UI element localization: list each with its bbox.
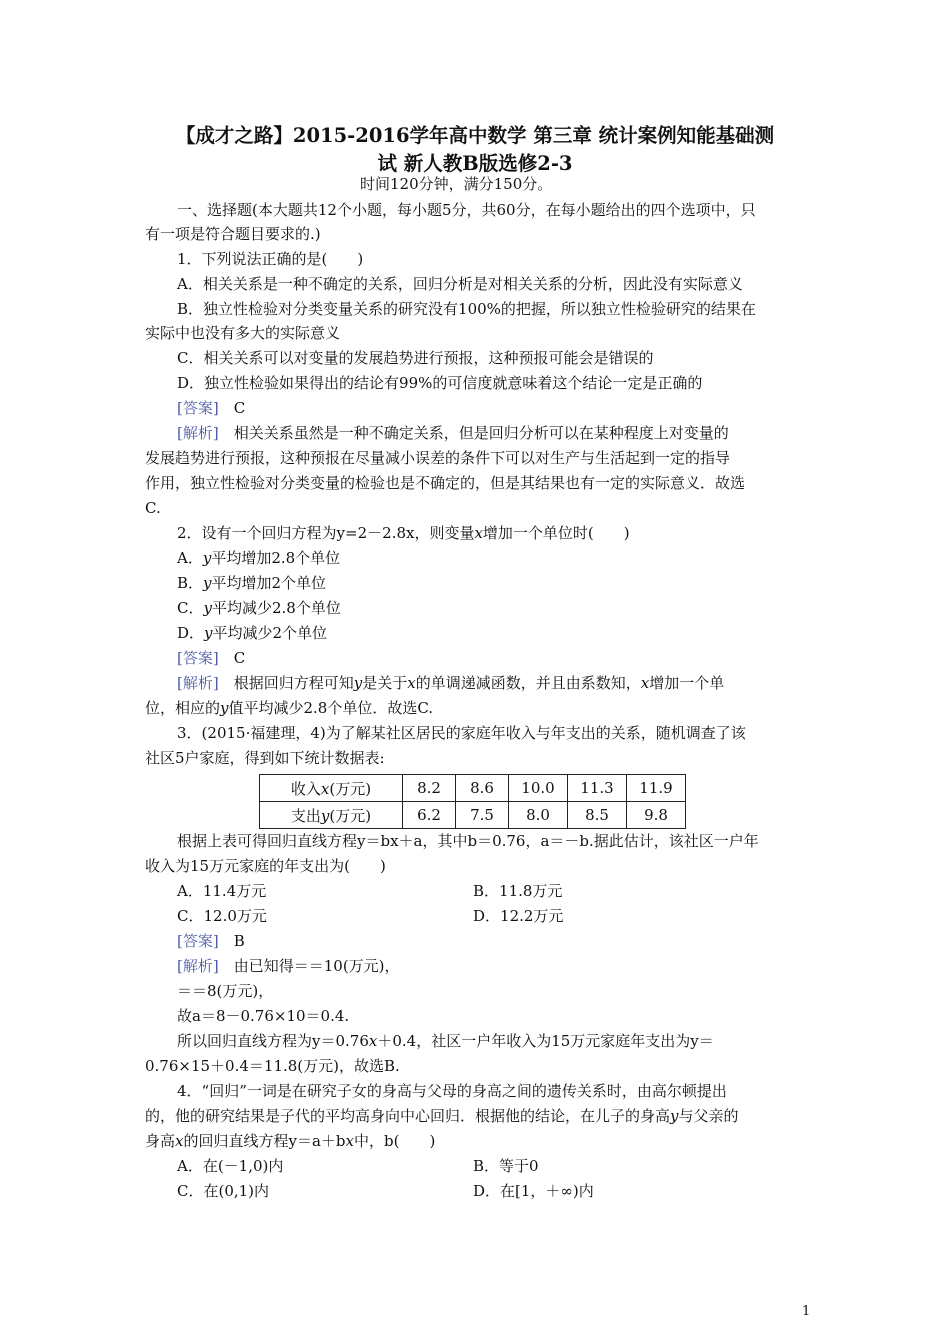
text: 位，相应的 (145, 699, 221, 717)
option-text: 平均增加2.8个单位 (211, 549, 341, 567)
text: 支出 (290, 806, 321, 825)
table-row (260, 775, 686, 802)
q2-analysis-line-1 (177, 672, 724, 694)
q4-option-d: D．在[1，＋∞)内 (473, 1182, 594, 1200)
table-cell: 10.0 (509, 775, 568, 802)
q4-stem-line-1: 4．“回归”一词是在研究子女的身高与父母的身高之间的遗传关系时，由高尔顿提出 (177, 1082, 727, 1100)
text: 值平均减少2.8个单位．故选C. (228, 699, 434, 717)
q1-answer (177, 397, 245, 419)
q1-analysis-line-2: 发展趋势进行预报，这种预报在尽量减小误差的条件下可以对生产与生活起到一定的指导 (145, 449, 731, 467)
q1-option-b-line-1: B．独立性检验对分类变量关系的研究没有100%的把握，所以独立性检验研究的结果在 (177, 300, 756, 318)
q2-answer-value: C (233, 649, 246, 667)
q3-analysis-line-3: 故a＝8－0.76×10＝0.4. (177, 1007, 350, 1025)
q4-option-a: A．在(－1,0)内 (177, 1157, 284, 1175)
text: (万元) (329, 806, 372, 825)
q1-option-d: D．独立性检验如果得出的结论有99%的可信度就意味着这个结论一定是正确的 (177, 374, 703, 392)
q3-answer-value: B (233, 932, 245, 950)
q3-analysis-line-2: ＝＝8(万元)， (177, 982, 274, 1000)
q3-text-line-1: 根据上表可得回归直线方程y＝bx＋a，其中b＝0.76，a＝－b.据此估计，该社区一户年 (177, 832, 759, 850)
text: 的单调递减函数，并且由系数知， (415, 674, 641, 692)
option-var: y (203, 599, 212, 617)
text: 增加一个单 (649, 674, 725, 692)
option-var: y (202, 549, 212, 567)
q3-option-b: B．11.8万元 (473, 882, 563, 900)
row-label-income (260, 775, 403, 802)
q1-option-b-line-2: 实际中也没有多大的实际意义 (145, 324, 341, 342)
q1-analysis-text-1: 相关关系虽然是一种不确定关系，但是回归分析可以在某种程度上对变量的 (233, 424, 729, 442)
q1-stem: 1．下列说法正确的是( ) (177, 250, 364, 268)
analysis-tag: [解析] (177, 424, 219, 442)
q3-analysis-line-5: 0.76×15＋0.4＝11.8(万元)，故选B. (145, 1057, 400, 1075)
time-info: 时间120分钟，满分150分。 (360, 175, 553, 193)
var: y (320, 806, 330, 825)
table-cell: 8.2 (403, 775, 456, 802)
text: 中，b( ) (353, 1132, 436, 1150)
q2-option-b (177, 572, 326, 594)
text: 的，他的研究结果是子代的平均高身向中心回归．根据他的结论，在儿子的身高 (145, 1107, 671, 1125)
q2-analysis-line-2 (145, 697, 433, 719)
q1-analysis-line-3: 作用，独立性检验对分类变量的检验也是不确定的，但是其结果也有一定的实际意义．故选 (145, 474, 746, 492)
text: 所以回归直线方程为y＝0.76 (177, 1032, 369, 1050)
text: 是关于 (362, 674, 408, 692)
text: 与父亲的 (678, 1107, 739, 1125)
answer-tag: [答案] (177, 649, 219, 667)
q2-stem-var: x (474, 524, 483, 542)
analysis-tag: [解析] (177, 957, 219, 975)
q1-analysis-line-1 (177, 422, 729, 444)
table-cell: 9.8 (627, 802, 686, 829)
q2-option-d (177, 622, 327, 644)
var: x (345, 1132, 354, 1150)
text: 的回归直线方程y＝a＋b (183, 1132, 346, 1150)
option-letter: C． (177, 599, 204, 617)
option-var: y (203, 574, 212, 592)
q1-answer-value: C (233, 399, 246, 417)
answer-tag: [答案] (177, 932, 219, 950)
q4-stem-line-3 (145, 1130, 435, 1152)
var: x (640, 674, 650, 692)
table-cell: 7.5 (456, 802, 509, 829)
option-text: 平均减少2个单位 (212, 624, 328, 642)
var: y (353, 674, 363, 692)
q2-option-c (177, 597, 341, 619)
q1-option-a: A．相关关系是一种不确定的关系，回归分析是对相关关系的分析，因此没有实际意义 (177, 275, 743, 293)
option-var: y (204, 624, 213, 642)
section-heading-line-1: 一、选择题(本大题共12个小题，每小题5分，共60分，在每小题给出的四个选项中，只 (177, 201, 756, 219)
q3-option-c: C．12.0万元 (177, 907, 267, 925)
q3-answer (177, 930, 245, 952)
income-expense-table (259, 774, 686, 829)
q2-stem-part-1: 2．设有一个回归方程为y=2－2.8x，则变量 (177, 524, 475, 542)
analysis-tag: [解析] (177, 674, 219, 692)
text: (万元) (329, 779, 372, 798)
page-number: 1 (802, 1304, 811, 1319)
var: x (407, 674, 416, 692)
q1-option-c: C．相关关系可以对变量的发展趋势进行预报，这种预报可能会是错误的 (177, 349, 654, 367)
q2-answer (177, 647, 245, 669)
var: x (368, 1032, 378, 1050)
q4-option-b: B．等于0 (473, 1157, 539, 1175)
var: y (220, 699, 229, 717)
table-cell: 8.6 (456, 775, 509, 802)
table-cell: 8.0 (509, 802, 568, 829)
option-text: 平均减少2.8个单位 (211, 599, 341, 617)
table-cell: 11.3 (568, 775, 627, 802)
q3-option-a: A．11.4万元 (177, 882, 267, 900)
q3-stem-line-2: 社区5户家庭，得到如下统计数据表: (145, 749, 385, 767)
q2-option-a (177, 547, 340, 569)
var: y (670, 1107, 679, 1125)
q1-analysis-line-4: C. (145, 499, 161, 517)
q4-stem-line-2 (145, 1105, 739, 1127)
text: ＋0.4，社区一户年收入为15万元家庭年支出为y＝ (377, 1032, 714, 1050)
option-text: 平均增加2个单位 (211, 574, 327, 592)
option-letter: A． (177, 549, 203, 567)
table-cell: 8.5 (568, 802, 627, 829)
table-row (260, 802, 686, 829)
answer-tag: [答案] (177, 399, 219, 417)
q2-stem (177, 522, 630, 544)
row-label-expense (260, 802, 403, 829)
q2-stem-part-2: 增加一个单位时( ) (482, 524, 630, 542)
q3-analysis-line-1 (177, 955, 400, 977)
q3-stem-line-1: 3．(2015·福建理，4)为了解某社区居民的家庭年收入与年支出的关系，随机调查了该 (177, 724, 746, 742)
text: 身高 (145, 1132, 176, 1150)
q3-analysis-text-1: 由已知得＝＝10(万元)， (233, 957, 400, 975)
q3-analysis-line-4 (177, 1030, 714, 1052)
table-cell: 11.9 (627, 775, 686, 802)
text: 收入 (290, 779, 321, 798)
document-title-line-2: 试 新人教B版选修2-3 (377, 152, 573, 175)
option-letter: B． (177, 574, 204, 592)
table-cell: 6.2 (403, 802, 456, 829)
q3-text-line-2: 收入为15万元家庭的年支出为( ) (145, 857, 386, 875)
var: x (320, 779, 330, 798)
option-letter: D． (177, 624, 205, 642)
section-heading-line-2: 有一项是符合题目要求的.) (145, 225, 321, 243)
q4-option-c: C．在(0,1)内 (177, 1182, 270, 1200)
text: 根据回归方程可知 (233, 674, 354, 692)
document-title-line-1: 【成才之路】2015-2016学年高中数学 第三章 统计案例知能基础测 (175, 124, 775, 147)
q3-option-d: D．12.2万元 (473, 907, 564, 925)
var: x (175, 1132, 184, 1150)
